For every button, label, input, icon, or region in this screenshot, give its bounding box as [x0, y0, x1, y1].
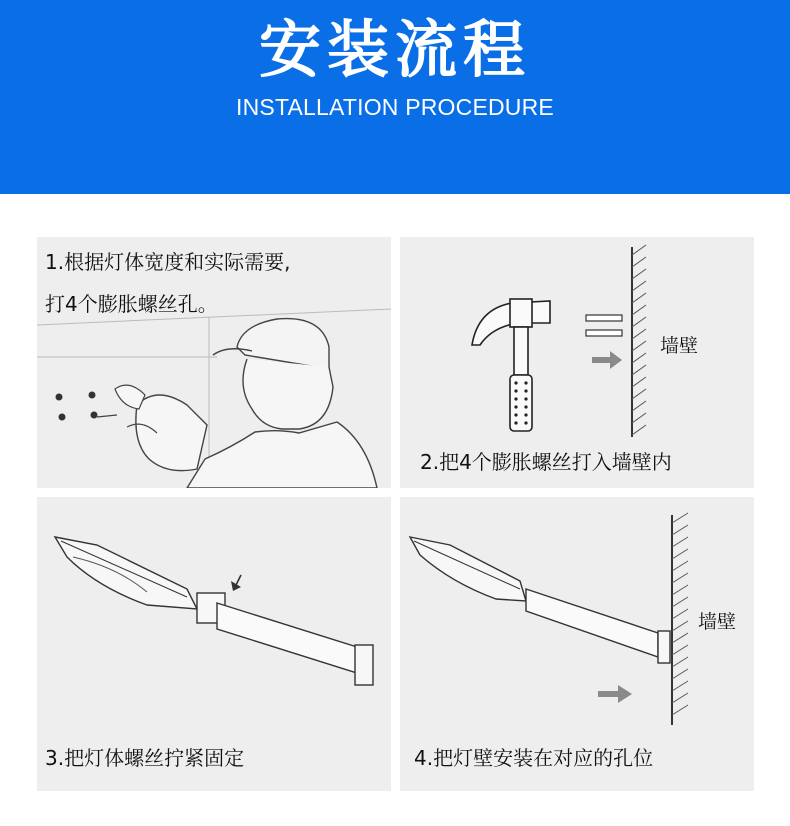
page-subtitle: INSTALLATION PROCEDURE — [236, 94, 554, 120]
step-1-caption-line2: 打4个膨胀螺丝孔。 — [45, 292, 218, 316]
step-2-panel — [400, 237, 754, 488]
step-4-caption: 4.把灯壁安装在对应的孔位 — [414, 746, 654, 770]
header-banner — [0, 0, 790, 194]
step-1-panel — [37, 237, 391, 488]
step-3-panel — [37, 497, 391, 791]
step-3-caption: 3.把灯体螺丝拧紧固定 — [45, 746, 245, 770]
step-4-panel — [400, 497, 754, 791]
step-1-caption-line1: 1.根据灯体宽度和实际需要, — [45, 250, 291, 274]
step-4-wall-label: 墙壁 — [698, 611, 737, 633]
step-2-caption: 2.把4个膨胀螺丝打入墙壁内 — [420, 450, 672, 474]
step-2-wall-label: 墙壁 — [660, 335, 699, 357]
page-title: 安装流程 — [258, 13, 531, 86]
